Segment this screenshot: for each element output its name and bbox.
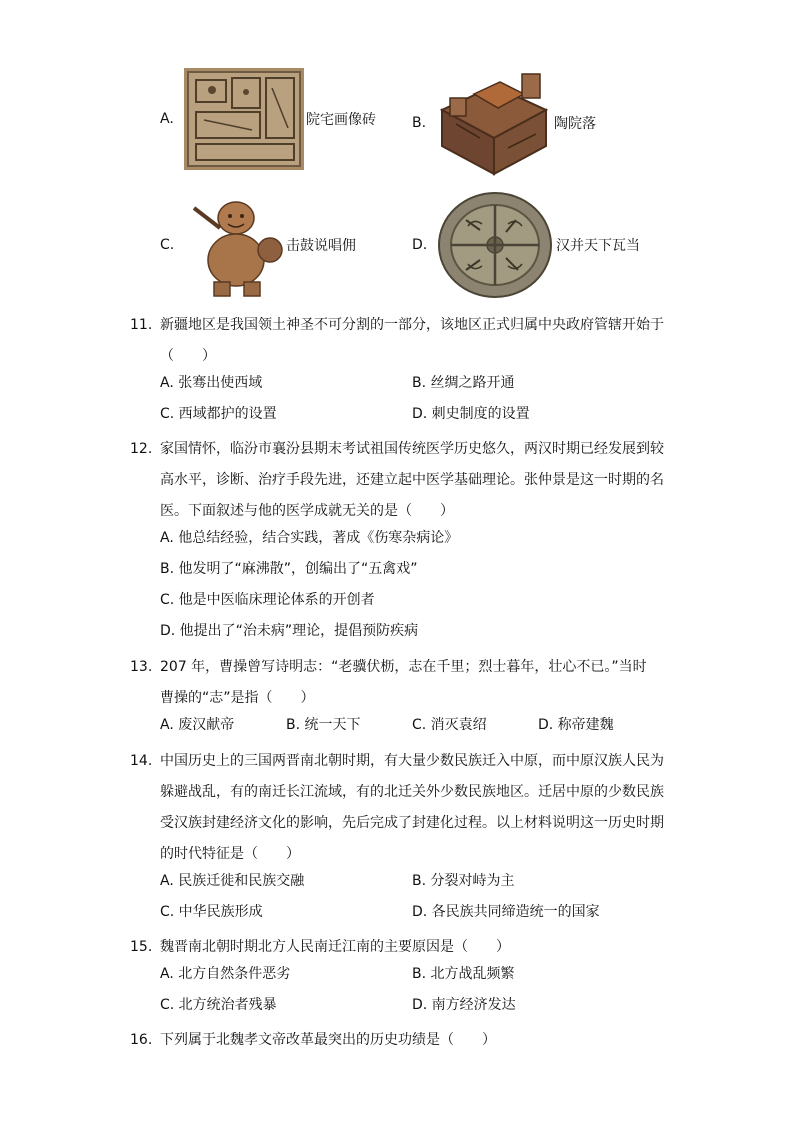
question-12 xyxy=(130,434,670,527)
stem-line: 家国情怀，临汾市襄汾县期末考试祖国传统医学历史悠久，两汉时期已经发展到较 xyxy=(160,441,664,457)
option-b[interactable]: B. 他发明了“麻沸散”，创编出了“五禽戏” xyxy=(160,561,418,577)
brick-relief-icon xyxy=(184,68,304,170)
image-options-row-2 xyxy=(0,190,794,300)
option-a[interactable]: A. 废汉献帝 xyxy=(160,717,235,733)
question-stem xyxy=(160,746,670,870)
pottery-courtyard-icon xyxy=(436,68,552,178)
stem-line: 的时代特征是（ ） xyxy=(160,846,300,862)
option-d[interactable]: D. 称帝建魏 xyxy=(538,717,614,733)
roof-tile-icon xyxy=(436,190,554,300)
option-a[interactable]: A. 他总结经验，结合实践，著成《伤寒杂病论》 xyxy=(160,530,459,546)
option-d[interactable]: D. 他提出了“治未病”理论，提倡预防疾病 xyxy=(160,623,419,639)
stem-line: 医。下面叙述与他的医学成就无关的是（ ） xyxy=(160,503,454,519)
drummer-figurine-icon xyxy=(184,190,284,300)
stem-line: 魏晋南北朝时期北方人民南迁江南的主要原因是（ ） xyxy=(160,939,510,955)
stem-line: 下列属于北魏孝文帝改革最突出的历史功绩是（ ） xyxy=(160,1032,496,1048)
question-number: 12. xyxy=(130,441,153,457)
question-stem xyxy=(160,932,670,963)
question-16 xyxy=(130,1025,670,1056)
image-option-caption: 院宅画像砖 xyxy=(306,112,376,128)
stem-line: 曹操的“志”是指（ ） xyxy=(160,690,315,706)
option-b[interactable]: B. 分裂对峙为主 xyxy=(412,873,515,889)
question-number: 15. xyxy=(130,939,153,955)
image-option-d xyxy=(412,190,640,300)
option-d[interactable]: D. 南方经济发达 xyxy=(412,997,516,1013)
option-letter: C. xyxy=(160,237,175,253)
question-11 xyxy=(130,310,670,372)
option-c[interactable]: C. 消灭袁绍 xyxy=(412,717,487,733)
stem-line: 新疆地区是我国领土神圣不可分割的一部分，该地区正式归属中央政府管辖开始于 xyxy=(160,317,664,333)
image-option-caption: 击鼓说唱佣 xyxy=(286,238,356,254)
question-stem xyxy=(160,652,670,714)
option-b[interactable]: B. 统一天下 xyxy=(286,717,361,733)
option-a[interactable]: A. 民族迁徙和民族交融 xyxy=(160,873,305,889)
question-number: 16. xyxy=(130,1032,153,1048)
image-option-caption: 陶院落 xyxy=(554,116,596,132)
option-d[interactable]: D. 各民族共同缔造统一的国家 xyxy=(412,904,600,920)
question-number: 14. xyxy=(130,753,153,769)
image-option-c xyxy=(160,190,356,300)
option-a[interactable]: A. 北方自然条件恶劣 xyxy=(160,966,291,982)
question-number: 13. xyxy=(130,659,153,675)
image-option-a xyxy=(160,68,376,170)
option-c[interactable]: C. 中华民族形成 xyxy=(160,904,263,920)
stem-line: 受汉族封建经济文化的影响，先后完成了封建化过程。以上材料说明这一历史时期 xyxy=(160,815,664,831)
option-letter: D. xyxy=(412,237,428,253)
stem-line: 高水平，诊断、治疗手段先进，还建立起中医学基础理论。张仲景是这一时期的名 xyxy=(160,472,664,488)
option-c[interactable]: C. 他是中医临床理论体系的开创者 xyxy=(160,592,375,608)
stem-line: 中国历史上的三国两晋南北朝时期，有大量少数民族迁入中原，而中原汉族人民为 xyxy=(160,753,664,769)
question-stem xyxy=(160,434,670,527)
question-stem xyxy=(160,1025,670,1056)
stem-line: 躲避战乱，有的南迁长江流域，有的北迁关外少数民族地区。迁居中原的少数民族 xyxy=(160,784,664,800)
question-number: 11. xyxy=(130,317,153,333)
image-option-b xyxy=(412,68,596,178)
option-a[interactable]: A. 张骞出使西域 xyxy=(160,375,263,391)
option-letter: B. xyxy=(412,115,427,131)
option-b[interactable]: B. 北方战乱频繁 xyxy=(412,966,515,982)
stem-line: 207 年，曹操曾写诗明志：“老骥伏枥，志在千里；烈士暮年，壮心不已。”当时 xyxy=(160,659,647,675)
stem-line: （ ） xyxy=(160,348,216,364)
image-options-row-1 xyxy=(0,68,794,178)
option-b[interactable]: B. 丝绸之路开通 xyxy=(412,375,515,391)
option-d[interactable]: D. 刺史制度的设置 xyxy=(412,406,530,422)
question-15 xyxy=(130,932,670,963)
image-option-caption: 汉并天下瓦当 xyxy=(556,238,640,254)
option-c[interactable]: C. 西域都护的设置 xyxy=(160,406,277,422)
option-letter: A. xyxy=(160,111,174,127)
question-13 xyxy=(130,652,670,714)
question-stem xyxy=(160,310,670,372)
option-c[interactable]: C. 北方统治者残暴 xyxy=(160,997,277,1013)
question-14 xyxy=(130,746,670,870)
